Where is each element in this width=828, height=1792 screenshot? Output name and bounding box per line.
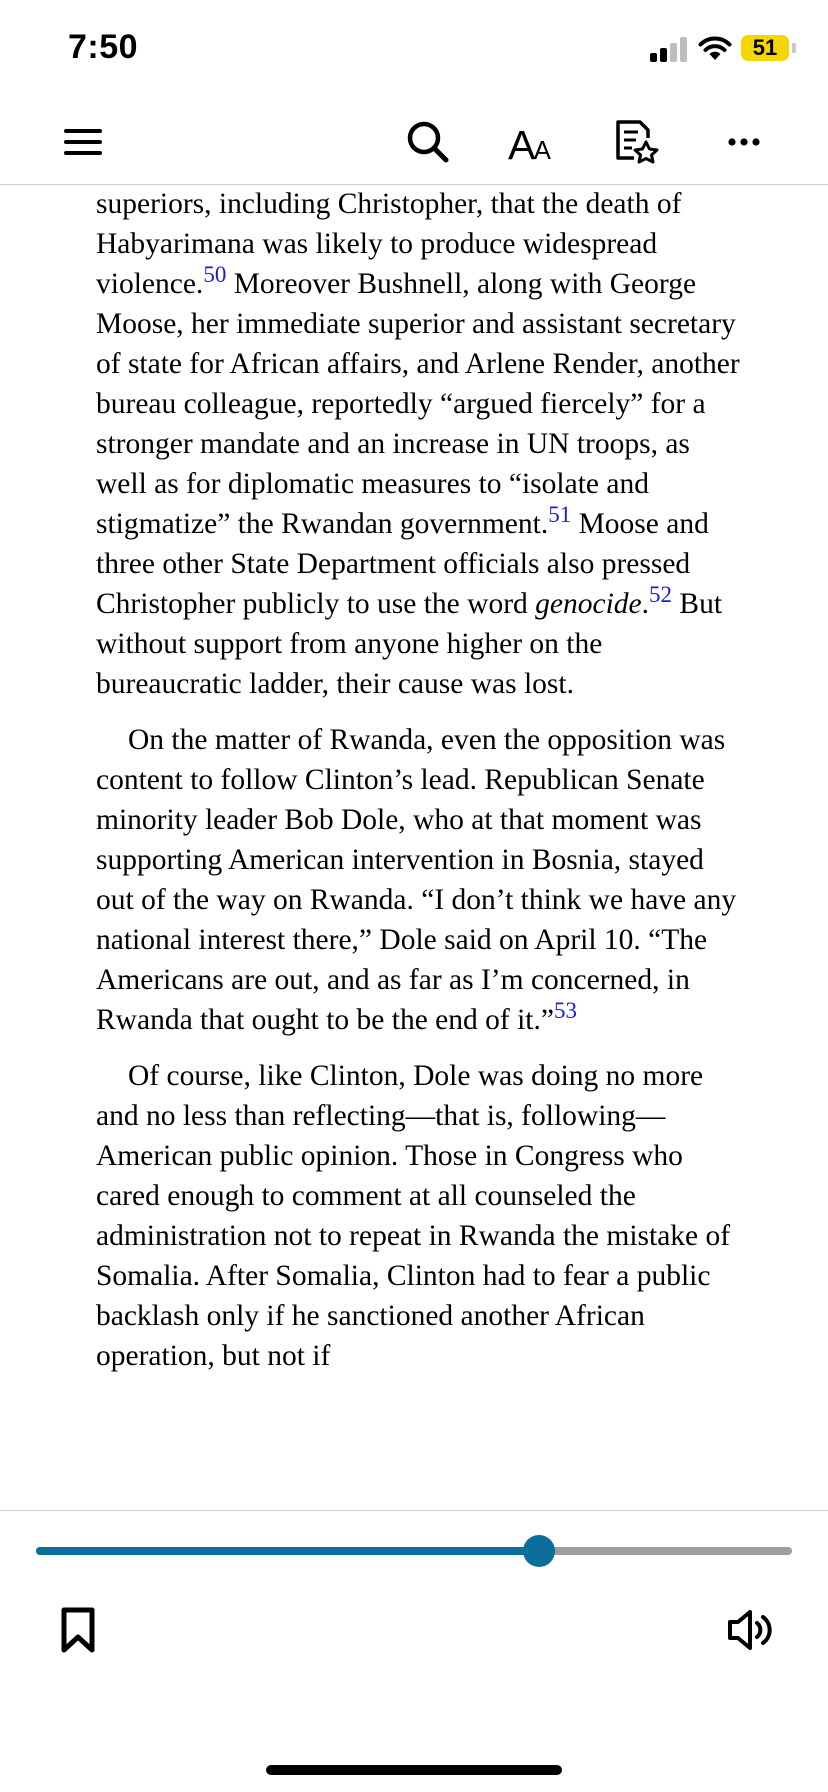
svg-text:A: A [533, 137, 551, 166]
cellular-signal-icon [650, 36, 690, 62]
bookmark-icon[interactable] [52, 1604, 104, 1656]
reader-toolbar [0, 100, 828, 185]
status-time: 7:50 [68, 28, 139, 66]
wifi-icon [697, 34, 733, 62]
text-size-icon[interactable] [508, 118, 564, 166]
battery-tip [792, 43, 796, 53]
home-indicator [266, 1765, 562, 1775]
status-bar [0, 0, 828, 100]
paragraph-text: superiors, including Christopher, that the death of Habyarimana was likely to produce widespread violence. [96, 188, 682, 300]
footnote-link-53[interactable]: 53 [553, 998, 577, 1024]
paragraph-text: . [641, 588, 650, 620]
svg-text:A: A [508, 122, 536, 166]
paragraph [96, 720, 746, 1040]
paragraph-text: On the matter of Rwanda, even the opposition was content to follow Clinton’s lead. Republican Senate minority leader Bob Dole, who at that moment was supporting American intervention in Bosnia, stayed out of the way on Rwanda. “I don’t think we have any national interest there,” Dole said on April 10. “The Americans are out, and as far as I’m concerned, in Rwanda that ought to be the end of it.” [96, 724, 737, 1036]
footnote-link-52[interactable]: 52 [649, 582, 673, 608]
book-page-text [96, 184, 746, 1510]
progress-fill [36, 1547, 539, 1555]
paragraph-text: Moreover Bushnell, along with George Moose, her immediate superior and assistant secretary of state for African affairs, and Arlene Render, another bureau colleague, reportedly “argued fiercely” for a stronger mandate and an increase in UN troops, as well as for diplomatic measures to “isolate and stigmatize” the Rwandan government. [96, 268, 740, 540]
progress-slider-thumb[interactable] [523, 1535, 555, 1567]
paragraph-text: Of course, like Clinton, Dole was doing no more and no less than reflecting—that is, following—American public opinion. Those in Congress who cared enough to comment at all counseled the administration not to repeat in Rwanda the mistake of Somalia. After Somalia, Clinton had to fear a public backlash only if he sanctioned another African operation, but not if [96, 1060, 731, 1372]
italic-word: genocide [535, 588, 642, 620]
more-icon[interactable] [720, 118, 768, 166]
speaker-icon[interactable] [724, 1604, 776, 1656]
paragraph [96, 1056, 746, 1376]
menu-icon[interactable] [60, 118, 108, 166]
paragraph-text: But without support from anyone higher on the bureaucratic ladder, their cause was lost. [96, 588, 723, 700]
divider [0, 1510, 828, 1511]
footnote-link-50[interactable]: 50 [203, 262, 227, 288]
paragraph [96, 184, 746, 704]
search-icon[interactable] [404, 118, 452, 166]
battery-indicator: 51 [741, 35, 789, 61]
notes-star-icon[interactable] [612, 118, 660, 166]
footnote-link-51[interactable]: 51 [548, 502, 572, 528]
paragraph-text: Moose and three other State Department officials also pressed Christopher publicly to use the word [96, 508, 709, 620]
